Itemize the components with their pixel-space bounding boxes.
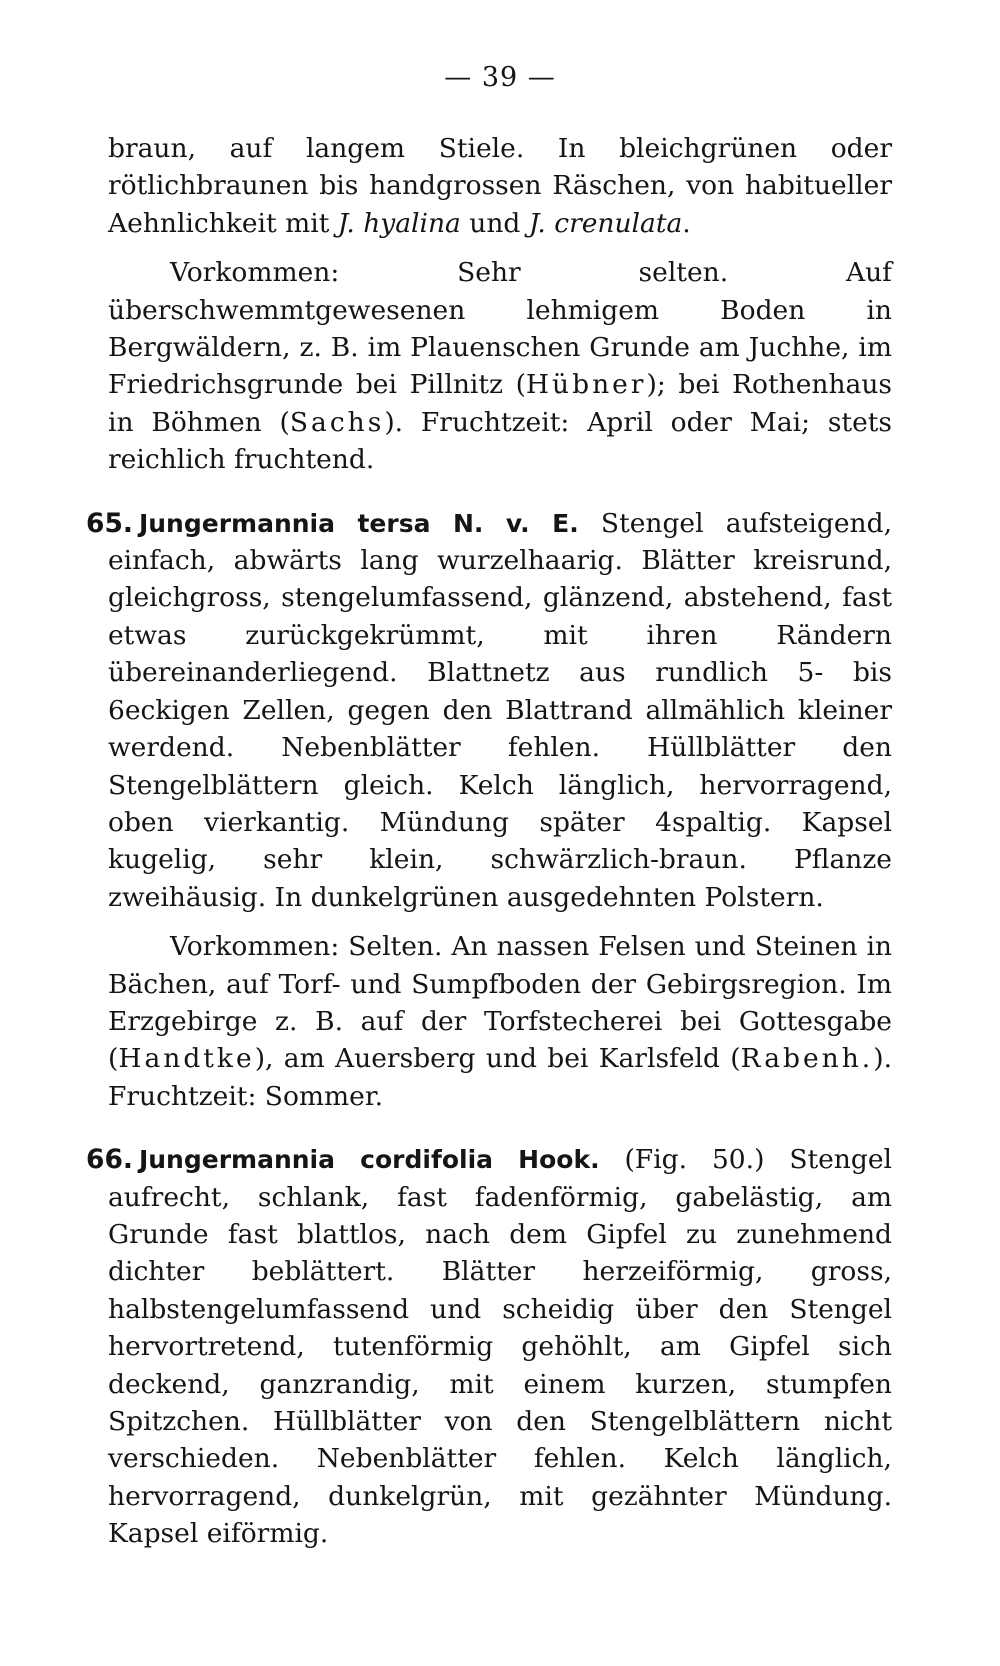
collector-name: Hübner xyxy=(525,369,647,401)
species-description: Stengel aufsteigend, einfach, abwärts lang wurzelhaarig. Blätter kreisrund, gleichgross, stengelumfassend, glänzend, abstehend, fast etwas zurückgekrümmt, mit ihren Rändern übereinanderliegend. Blattnetz aus rundlich 5- bis 6eckigen Zellen, gegen den Blattrand allmählich kleiner werdend. Nebenblätter fehlen. Hüllblätter den Stengelblättern gleich. Kelch länglich, hervorragend, oben vierkantig. Mündung später 4spaltig. Kapsel kugelig, sehr klein, schwärzlich-braun. Pflanze zweihäusig. In dunkelgrünen ausgedehnten Polstern. xyxy=(108,507,892,913)
paragraph-occurrence-65 xyxy=(108,928,892,1115)
text-run: braun, auf langem Stiele. In bleichgrünen oder rötlichbraunen bis handgrossen Räschen, von habitueller Aehnlichkeit mit xyxy=(108,133,892,239)
page-number: — 39 — xyxy=(444,62,556,93)
species-number: 66. xyxy=(86,1144,133,1176)
species-description: (Fig. 50.) Stengel aufrecht, schlank, fast fadenförmig, gabelästig, am Grunde fast blattlos, nach dem Gipfel zu zunehmend dichter beblättert. Blätter herzeiförmig, gross, halbstengelumfassend und scheidig über den Stengel hervortretend, tutenförmig gehöhlt, am Gipfel sich deckend, ganzrandig, mit einem kurzen, stumpfen Spitzchen. Hüllblätter von den Stengelblättern nicht verschieden. Nebenblätter fehlen. Kelch länglich, hervorragend, dunkelgrün, mit gezähnter Mündung. Kapsel eiförmig. xyxy=(108,1144,892,1550)
text-run: ); bei Rothenhaus in Böhmen ( xyxy=(108,369,892,438)
collector-name: Rabenh. xyxy=(740,1043,874,1075)
species-number: 65. xyxy=(86,507,133,539)
species-name: Jungermannia cordifolia Hook. xyxy=(138,1145,600,1175)
paragraph-description-end xyxy=(108,130,892,242)
text-run: Vorkommen: Selten. An nassen Felsen und Steinen in Bächen, auf Torf- und Sumpfboden der Gebirgsregion. Im Erzgebirge z. B. auf der Torfstecherei bei Gottesgabe ( xyxy=(108,931,892,1075)
paragraph-occurrence-64 xyxy=(108,254,892,478)
text-run: ). Fruchtzeit: April oder Mai; stets reichlich fruchtend. xyxy=(108,406,893,476)
species-ref-hyalina: J. hyalina xyxy=(337,207,461,239)
paragraph-species-66 xyxy=(86,1141,892,1552)
paragraph-species-65 xyxy=(86,505,892,916)
text-run: ), am Auersberg und bei Karlsfeld ( xyxy=(254,1043,741,1075)
species-name: Jungermannia tersa N. v. E. xyxy=(138,508,579,538)
collector-name: Sachs xyxy=(289,406,385,438)
species-ref-crenulata: J. crenulata xyxy=(528,207,683,239)
page-body xyxy=(86,130,893,1553)
text-run: Vorkommen: Sehr selten. Auf überschwemmtgewesenen lehmigem Boden in Bergwäldern, z. B. im Plauenschen Grunde am Juchhe, im Friedrichsgrunde bei Pillnitz ( xyxy=(108,257,892,401)
text-run: ). Fruchtzeit: Sommer. xyxy=(108,1043,892,1112)
text-run: und xyxy=(460,207,529,239)
collector-name: Handtke xyxy=(118,1043,255,1075)
text-run: . xyxy=(682,207,691,239)
